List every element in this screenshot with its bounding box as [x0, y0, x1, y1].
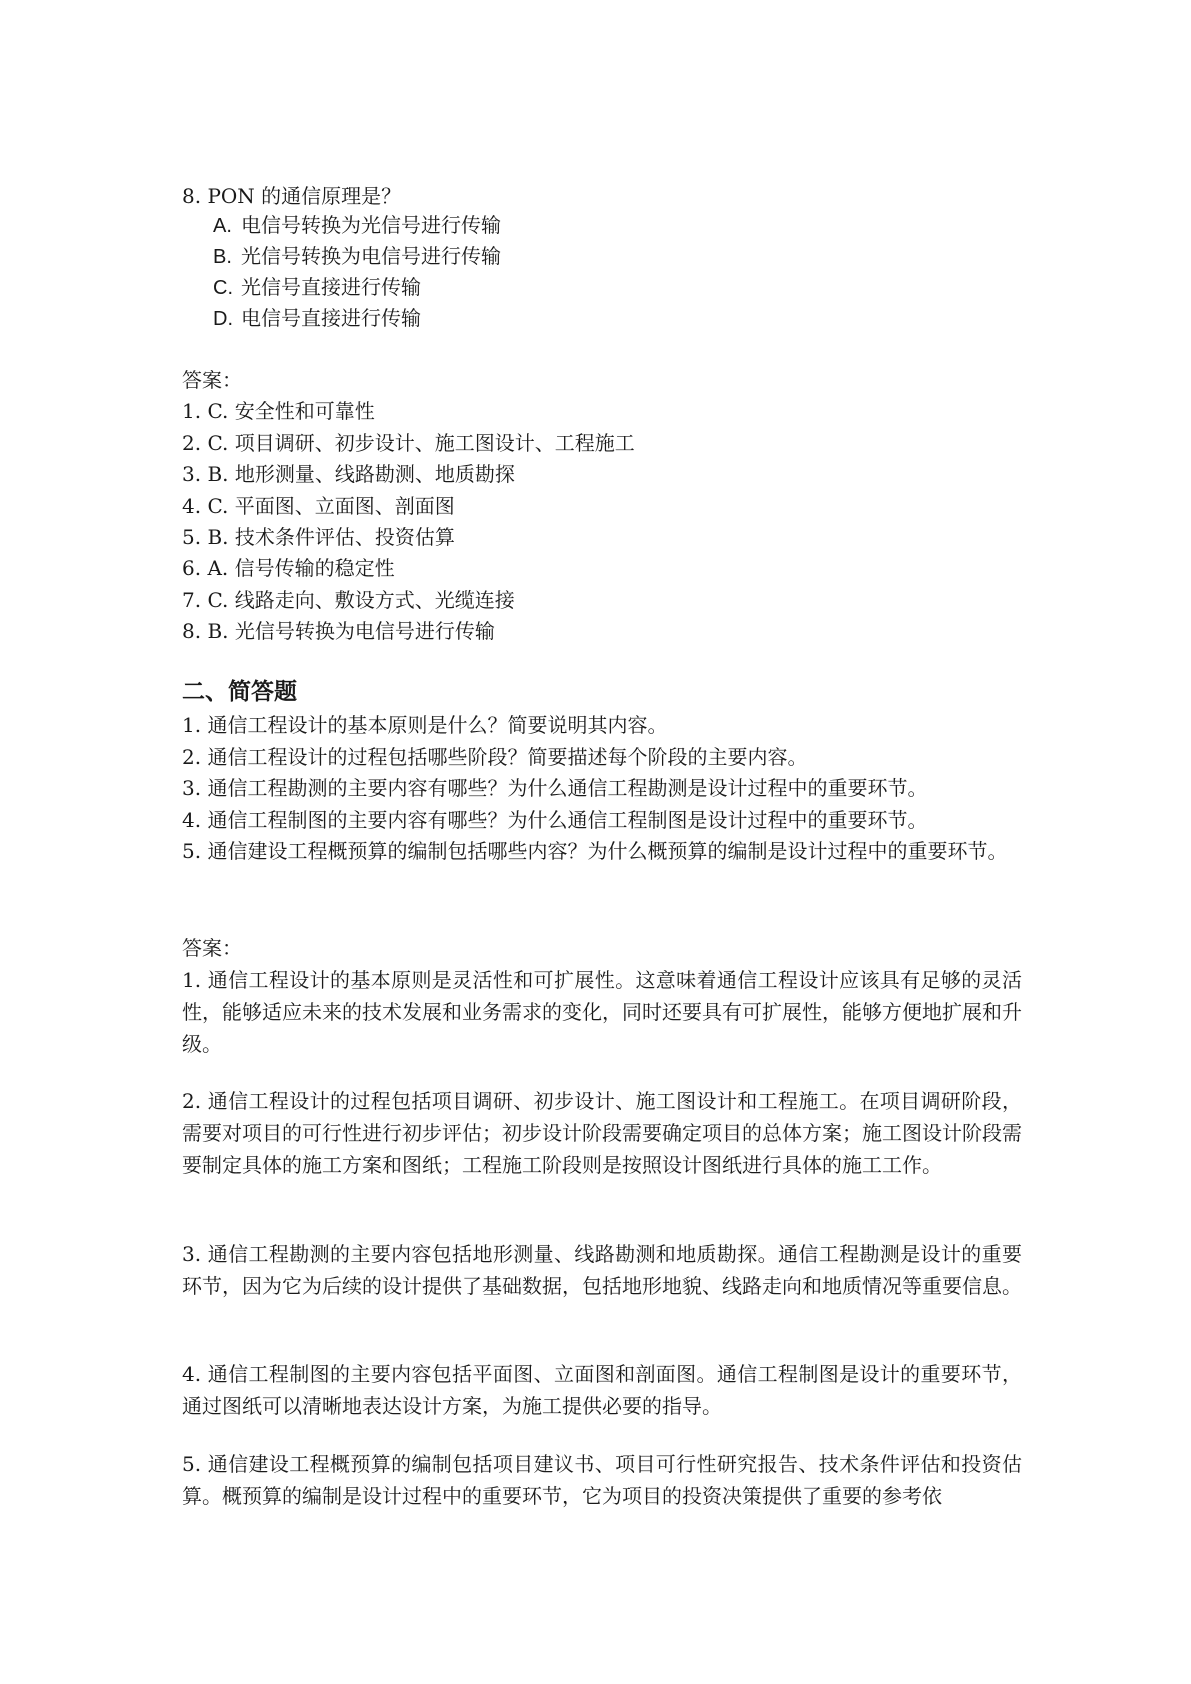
short-answer-label: 答案： — [182, 936, 242, 960]
option-letter: C. — [213, 277, 233, 299]
option-text: 光信号转换为电信号进行传输 — [241, 244, 501, 268]
option-a — [213, 210, 501, 241]
short-answer-4: 4. 通信工程制图的主要内容包括平面图、立面图和剖面图。通信工程制图是设计的重要环节，通过图纸可以清晰地表达设计方案，为施工提供必要的指导。 — [182, 1362, 1022, 1418]
mc-answer-8: 8. B. 光信号转换为电信号进行传输 — [182, 619, 495, 644]
short-answer-2: 2. 通信工程设计的过程包括项目调研、初步设计、施工图设计和工程施工。在项目调研阶段，需要对项目的可行性进行初步评估；初步设计阶段需要确定项目的总体方案；施工图设计阶段需要制定具体的施工方案和图纸；工程施工阶段则是按照设计图纸进行具体的施工工作。 — [182, 1089, 1022, 1177]
mc-answer-4: 4. C. 平面图、立面图、剖面图 — [182, 493, 455, 518]
option-text: 电信号转换为光信号进行传输 — [241, 213, 501, 237]
section-heading: 二、简答题 — [182, 679, 297, 705]
option-letter: B. — [213, 246, 232, 268]
mc-answer-label: 答案： — [182, 368, 242, 392]
mc-answer-3: 3. B. 地形测量、线路勘测、地质勘探 — [182, 462, 515, 487]
short-question-2: 2. 通信工程设计的过程包括哪些阶段？简要描述每个阶段的主要内容。 — [182, 744, 808, 769]
short-question-3: 3. 通信工程勘测的主要内容有哪些？为什么通信工程勘测是设计过程中的重要环节。 — [182, 776, 928, 800]
short-question-4: 4. 通信工程制图的主要内容有哪些？为什么通信工程制图是设计过程中的重要环节。 — [182, 807, 928, 832]
mc-answer-6: 6. A. 信号传输的稳定性 — [182, 556, 395, 581]
question-8-options — [213, 210, 501, 334]
option-text: 电信号直接进行传输 — [241, 306, 421, 330]
short-question-1: 1. 通信工程设计的基本原则是什么？简要说明其内容。 — [182, 713, 668, 737]
mc-answer-1: 1. C. 安全性和可靠性 — [182, 399, 375, 424]
mc-answer-5: 5. B. 技术条件评估、投资估算 — [182, 524, 455, 549]
short-answer-1: 1. 通信工程设计的基本原则是灵活性和可扩展性。这意味着通信工程设计应该具有足够的灵活性，能够适应未来的技术发展和业务需求的变化，同时还要具有可扩展性，能够方便地扩展和升级。 — [182, 968, 1022, 1056]
option-letter: D. — [213, 308, 233, 330]
short-answer-3: 3. 通信工程勘测的主要内容包括地形测量、线路勘测和地质勘探。通信工程勘测是设计的重要环节，因为它为后续的设计提供了基础数据，包括地形地貌、线路走向和地质情况等重要信息。 — [182, 1242, 1022, 1298]
question-8-title: 8. PON 的通信原理是？ — [182, 184, 402, 208]
option-letter: A. — [213, 215, 232, 237]
option-text: 光信号直接进行传输 — [241, 275, 421, 299]
short-answer-5: 5. 通信建设工程概预算的编制包括项目建议书、项目可行性研究报告、技术条件评估和投资估算。概预算的编制是设计过程中的重要环节，它为项目的投资决策提供了重要的参考依 — [182, 1452, 1022, 1508]
option-c — [213, 272, 501, 303]
mc-answer-2: 2. C. 项目调研、初步设计、施工图设计、工程施工 — [182, 430, 635, 455]
mc-answer-7: 7. C. 线路走向、敷设方式、光缆连接 — [182, 587, 515, 612]
mc-answer-list — [182, 365, 635, 648]
option-d — [213, 303, 501, 334]
short-answer-questions — [182, 710, 1022, 868]
short-question-5: 5. 通信建设工程概预算的编制包括哪些内容？为什么概预算的编制是设计过程中的重要环节。 — [182, 839, 1008, 863]
option-b — [213, 241, 501, 272]
